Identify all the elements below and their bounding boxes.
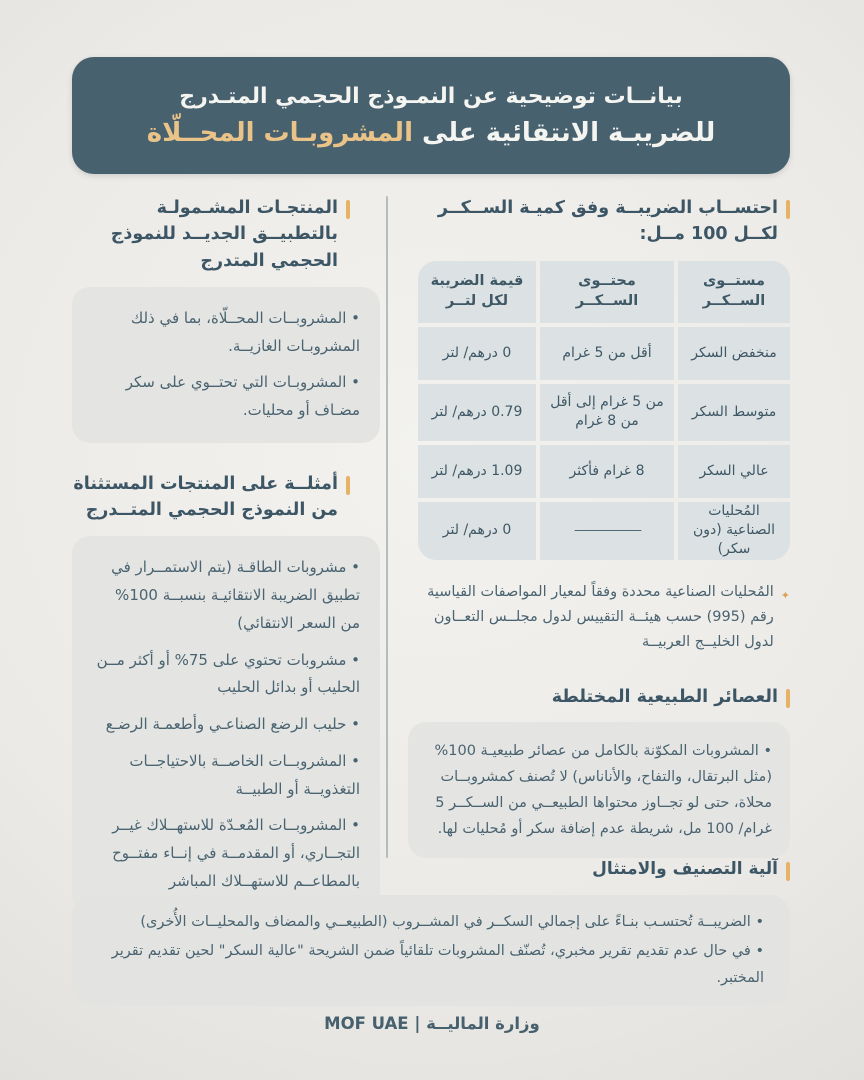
left-column [72,195,380,914]
footer-brand: وزارة الماليــة | MOF UAE [324,1014,540,1033]
list-item: • مشروبات الطاقـة (يتم الاستمــرار في تطبيق الضريبة الانتقائيـة بنسبــة 100% من السعر الانتقائي) [111,558,360,632]
included-products-heading [72,195,350,274]
excluded-products-heading [72,471,350,524]
list-item: • الضريبــة تُحتسـب بنـاءً على إجمالي السكــر في المشــروب (الطبيعــي والمضاف والمحليــات الأُخرى) [140,913,764,930]
star-icon: ✦ [780,588,790,602]
list-item: • المشروبــات المُعـدّة للاستهــلاك غيــر التجــاري، أو المقدمــة في إنــاء مفتــوح بالمطاعــم للاستهــلاك المباشر [112,816,360,890]
table-cell: متوسط السكر [678,384,790,441]
table-cell: 1.09 درهم/ لتر [418,445,536,498]
table-cell: منخفض السكر [678,327,790,380]
section-marker-bar-icon [346,476,350,495]
table-cell: 0.79 درهم/ لتر [418,384,536,441]
column-divider [386,196,388,858]
list-item: • المشروبــات الخاصــة بالاحتياجــات التغذويــة أو الطبيــة [129,751,360,798]
table-header-sugar-level: مستــوى الســكــر [678,261,790,323]
classification-heading [72,857,790,883]
table-cell: 0 درهم/ لتر [418,502,536,560]
sweeteners-standard-note [408,580,790,656]
header-banner [72,57,790,174]
list-item: • المشروبات المكوّنة بالكامل من عصائر طبيعيـة 100% (مثل البرتقال، والتفاح، والأناناس) لا تُصنف كمشروبــات محلاة، حتى لو تجــاوز محتواها الطبيعــي من الســكــر 5 غرام/ 100 مل، شريطة عدم إضافة سكر أو مُحليات لها. [434,742,772,838]
banner-title-line2 [147,118,715,148]
natural-juices-heading [408,684,790,710]
classification-section [72,857,790,1006]
sweeteners-standard-note-text: المُحليات الصناعية محددة وفقاً لمعيار المواصفات القياسية رقم (995) حسب هيئــة التقييس لدول مجلــس التعــاون لدول الخليــج العربيــة [427,583,774,651]
section-marker-bar-icon [786,862,790,881]
list-item: • حليب الرضع الصناعـي وأطعمـة الرضـع [105,715,360,733]
section-marker-bar-icon [786,200,790,219]
table-cell: 0 درهم/ لتر [418,327,536,380]
list-item: • المشروبــات المحــلّاة، بما في ذلك المشروبـات الغازيــة. [130,308,360,355]
natural-juices-card [408,722,790,858]
included-products-heading-text: المنتجـات المشـمولـة بالتطبيــق الجديــد للنموذج الحجمي المتدرج [110,198,338,271]
right-column [408,195,790,858]
table-cell: أقل من 5 غرام [540,327,674,380]
banner-title-line2-white: للضريبـة الانتقائية على [421,117,716,148]
classification-card [72,895,790,1006]
sugar-tax-table [418,261,790,560]
tax-calculation-heading-text: احتســاب الضريبــة وفق كميـة الســكــر لكــل 100 مــل: [437,198,778,245]
included-products-card [72,287,380,443]
natural-juices-heading-text: العصائر الطبيعية المختلطة [551,686,778,707]
list-item: • في حال عدم تقديم تقرير مخبري، تُصنّف المشروبات تلقائياً ضمن الشريحة "عالية السكر" لحين تقديم تقرير المختبر. [111,943,764,987]
section-marker-bar-icon [786,689,790,708]
table-header-tax-per-liter: قيمة الضريبة لكل لتــر [418,261,536,323]
section-marker-bar-icon [346,200,350,219]
banner-title-line2-gold: المشروبـات المحــلّاة [146,117,413,148]
table-cell: 8 غرام فأكثر [540,445,674,498]
classification-heading-text: آلية التصنيف والامتثال [592,859,778,879]
table-cell: المُحليات الصناعية (دون سكر) [678,502,790,560]
table-cell: من 5 غرام إلى أقل من 8 غرام [540,384,674,441]
list-item: • مشروبات تحتوي على 75% أو أكثر مــن الحليب أو بدائل الحليب [96,650,360,697]
list-item: • المشروبـات التي تحتــوي على سكر مضـاف أو محليات. [125,373,360,419]
banner-title-line1: بيانــات توضيحية عن النمـوذج الحجمي المتـدرج [179,83,683,109]
excluded-products-heading-text: أمثلــة على المنتجات المستثناة من النموذج الحجمي المتــدرج [73,473,338,520]
tax-calculation-heading [408,195,790,248]
table-cell-empty-dash: —————— [540,502,674,560]
table-cell: عالي السكر [678,445,790,498]
table-header-sugar-content: محتــوى الســكــر [540,261,674,323]
